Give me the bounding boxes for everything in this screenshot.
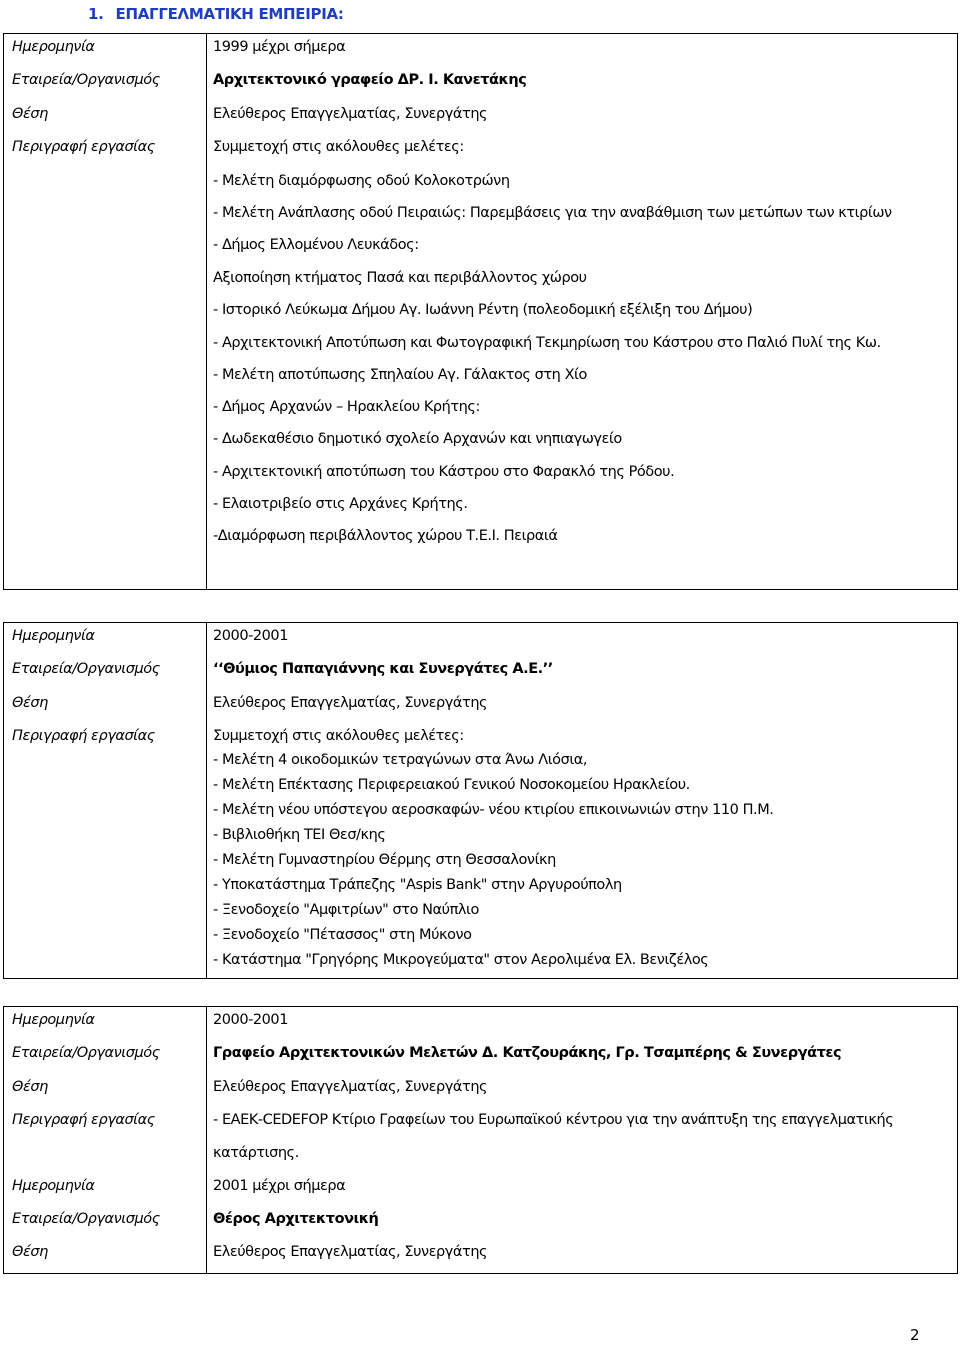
section-heading	[88, 5, 344, 23]
row-company	[4, 69, 957, 91]
label-description: Περιγραφή εργασίας	[12, 139, 155, 155]
row-date	[4, 1175, 957, 1197]
label-company: Εταιρεία/Οργανισμός	[12, 1045, 160, 1061]
row-date	[4, 1009, 957, 1031]
row-description	[4, 1109, 957, 1131]
value-company: ‘‘Θύμιος Παπαγιάννης και Συνεργάτες Α.Ε.’’	[213, 661, 553, 677]
description-line: - Μελέτη νέου υπόστεγου αεροσκαφών- νέου κτιρίου επικοινωνιών στην 110 Π.Μ.	[213, 802, 774, 818]
experience-entry-1	[3, 33, 958, 590]
experience-entry-2	[3, 622, 958, 979]
row-description	[4, 136, 957, 158]
row-company	[4, 658, 957, 680]
description-line: - Ελαιοτριβείο στις Αρχάνες Κρήτης.	[213, 496, 468, 512]
label-position: Θέση	[12, 695, 48, 711]
value-position: Ελεύθερος Επαγγελματίας, Συνεργάτης	[213, 106, 488, 122]
description-line: Συμμετοχή στις ακόλουθες μελέτες:	[213, 139, 464, 155]
description-line: κατάρτισης.	[213, 1145, 299, 1161]
label-position: Θέση	[12, 1079, 48, 1095]
value-position: Ελεύθερος Επαγγελματίας, Συνεργάτης	[213, 695, 488, 711]
value-date: 2000-2001	[213, 628, 288, 644]
row-position	[4, 1076, 957, 1098]
label-company: Εταιρεία/Οργανισμός	[12, 72, 160, 88]
description-line: Αξιοποίηση κτήματος Πασά και περιβάλλοντος χώρου	[213, 270, 587, 286]
description-line: Συμμετοχή στις ακόλουθες μελέτες:	[213, 728, 464, 744]
row-company	[4, 1042, 957, 1064]
description-line: - Ξενοδοχείο "Πέτασσος" στη Μύκονο	[213, 927, 472, 943]
value-position: Ελεύθερος Επαγγελματίας, Συνεργάτης	[213, 1079, 488, 1095]
description-line: -Διαμόρφωση περιβάλλοντος χώρου Τ.Ε.Ι. Πειραιά	[213, 528, 558, 544]
description-line: - ΕΑΕΚ-CEDEFOP Κτίριο Γραφείων του Ευρωπαϊκού κέντρου για την ανάπτυξη της επαγγελματικής	[213, 1112, 894, 1128]
row-position	[4, 1241, 957, 1263]
label-date: Ημερομηνία	[12, 1178, 95, 1194]
description-line: - Μελέτη 4 οικοδομικών τετραγώνων στα Άνω Λιόσια,	[213, 752, 588, 768]
value-date: 2001 μέχρι σήμερα	[213, 1178, 346, 1194]
value-company: Γραφείο Αρχιτεκτονικών Μελετών Δ. Κατζουράκης, Γρ. Τσαμπέρης & Συνεργάτες	[213, 1045, 842, 1061]
value-date: 2000-2001	[213, 1012, 288, 1028]
value-company: Αρχιτεκτονικό γραφείο ΔΡ. Ι. Κανετάκης	[213, 72, 527, 88]
label-date: Ημερομηνία	[12, 1012, 95, 1028]
description-line: - Μελέτη αποτύπωσης Σπηλαίου Αγ. Γάλακτος στη Χίο	[213, 367, 587, 383]
description-line: - Ιστορικό Λεύκωμα Δήμου Αγ. Ιωάννη Ρέντη (πολεοδομική εξέλιξη του Δήμου)	[213, 302, 753, 318]
row-description	[4, 725, 957, 747]
description-line: - Δήμος Ελλομένου Λευκάδος:	[213, 237, 419, 253]
value-company: Θέρος Αρχιτεκτονική	[213, 1211, 379, 1227]
label-date: Ημερομηνία	[12, 39, 95, 55]
description-line: - Αρχιτεκτονική αποτύπωση του Κάστρου στο Φαρακλό της Ρόδου.	[213, 464, 675, 480]
row-date	[4, 625, 957, 647]
row-position	[4, 692, 957, 714]
row-company	[4, 1208, 957, 1230]
description-line: - Αρχιτεκτονική Αποτύπωση και Φωτογραφική Τεκμηρίωση του Κάστρου στο Παλιό Πυλί της Κω.	[213, 335, 881, 351]
label-description: Περιγραφή εργασίας	[12, 1112, 155, 1128]
label-position: Θέση	[12, 106, 48, 122]
page-number: 2	[910, 1326, 920, 1344]
label-company: Εταιρεία/Οργανισμός	[12, 1211, 160, 1227]
description-line: - Μελέτη Επέκτασης Περιφερειακού Γενικού Νοσοκομείου Ηρακλείου.	[213, 777, 690, 793]
description-line: - Δωδεκαθέσιο δημοτικό σχολείο Αρχανών και νηπιαγωγείο	[213, 431, 622, 447]
description-line: - Κατάστημα "Γρηγόρης Μικρογεύματα" στον Αερολιμένα Ελ. Βενιζέλος	[213, 952, 709, 968]
description-line: - Υποκατάστημα Τράπεζης "Aspis Bank" στην Αργυρούπολη	[213, 877, 622, 893]
row-position	[4, 103, 957, 125]
section-number: 1.	[88, 5, 104, 23]
description-line: - Βιβλιοθήκη ΤΕΙ Θεσ/κης	[213, 827, 386, 843]
description-line: - Μελέτη Γυμναστηρίου Θέρμης στη Θεσσαλονίκη	[213, 852, 556, 868]
description-line: - Μελέτη διαμόρφωσης οδού Κολοκοτρώνη	[213, 173, 510, 189]
value-date: 1999 μέχρι σήμερα	[213, 39, 346, 55]
label-company: Εταιρεία/Οργανισμός	[12, 661, 160, 677]
section-title: ΕΠΑΓΓΕΛΜΑΤΙΚΗ ΕΜΠΕΙΡΙΑ:	[115, 5, 344, 23]
experience-entry-3	[3, 1006, 958, 1274]
label-description: Περιγραφή εργασίας	[12, 728, 155, 744]
row-date	[4, 36, 957, 58]
value-position: Ελεύθερος Επαγγελματίας, Συνεργάτης	[213, 1244, 488, 1260]
label-position: Θέση	[12, 1244, 48, 1260]
description-line: - Μελέτη Ανάπλασης οδού Πειραιώς: Παρεμβάσεις για την αναβάθμιση των μετώπων των κτιρίων	[213, 205, 892, 221]
description-line: - Δήμος Αρχανών – Ηρακλείου Κρήτης:	[213, 399, 480, 415]
description-line: - Ξενοδοχείο "Αμφιτρίων" στο Ναύπλιο	[213, 902, 479, 918]
label-date: Ημερομηνία	[12, 628, 95, 644]
